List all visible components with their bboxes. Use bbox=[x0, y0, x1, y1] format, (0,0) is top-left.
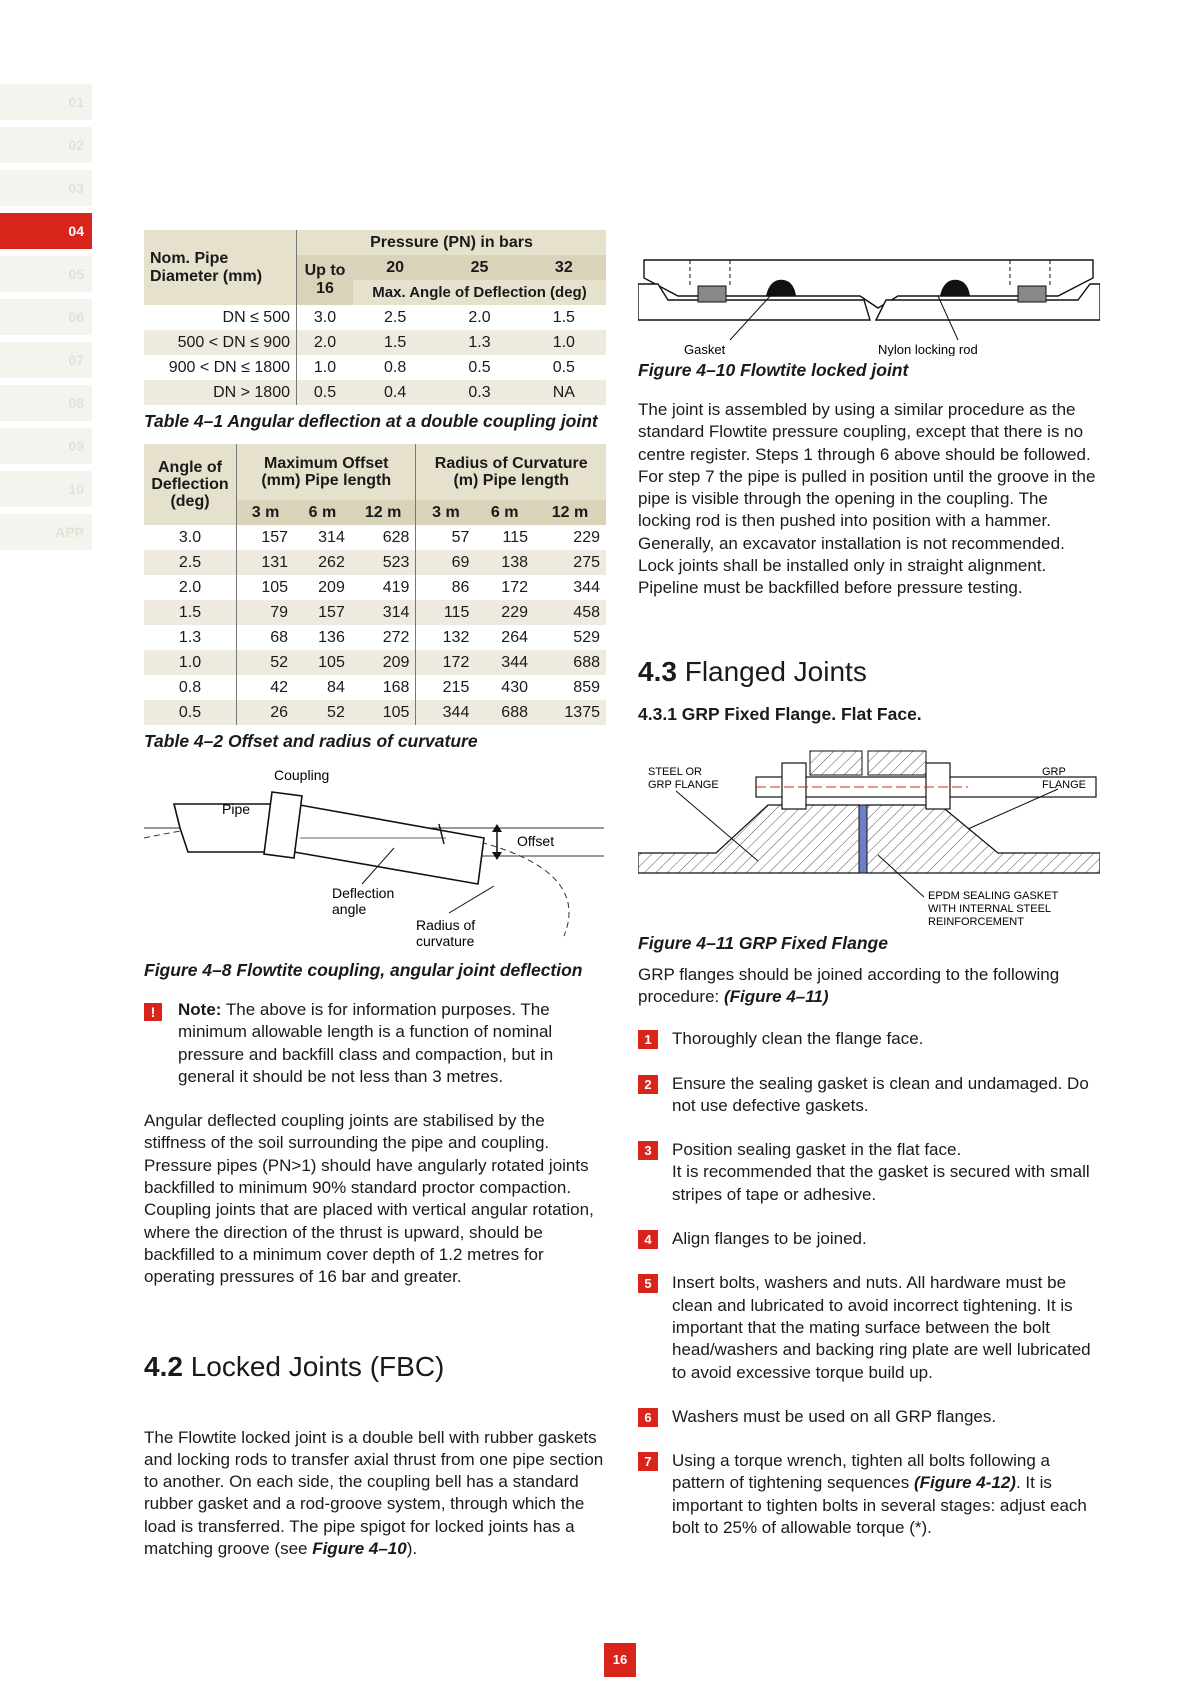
label-offset: Offset bbox=[517, 833, 555, 849]
step-number: 4 bbox=[638, 1230, 658, 1249]
value-cell: 529 bbox=[573, 628, 600, 646]
value-cell: 105 bbox=[318, 653, 345, 671]
value-cell: 1.5 bbox=[552, 308, 575, 326]
procedure-steps bbox=[638, 1028, 1100, 1539]
value-cell: 264 bbox=[501, 628, 528, 646]
value-cell: 52 bbox=[237, 650, 295, 675]
nut-left bbox=[782, 763, 806, 809]
table-row bbox=[144, 330, 606, 355]
value-cell: 2.5 bbox=[384, 308, 407, 326]
length-header: 12 m bbox=[351, 500, 416, 525]
label-radius: Radius of bbox=[416, 917, 476, 933]
section-title: Flanged Joints bbox=[676, 655, 867, 687]
step-5 bbox=[638, 1272, 1100, 1383]
paragraph-locked-joint bbox=[144, 1427, 606, 1561]
figure-coupling-deflection bbox=[144, 766, 606, 956]
table-row bbox=[144, 575, 606, 600]
value-cell: 0.8 bbox=[384, 358, 407, 376]
value-cell: 1.0 bbox=[552, 333, 575, 351]
note-text bbox=[178, 999, 606, 1088]
paragraph-text: ). bbox=[406, 1539, 418, 1559]
value-cell: 314 bbox=[382, 603, 410, 621]
step-number: 1 bbox=[638, 1030, 658, 1049]
section-number: 4.2 bbox=[144, 1350, 183, 1382]
label-grp-flange: FLANGE bbox=[1042, 778, 1087, 791]
value-cell: 157 bbox=[318, 603, 345, 621]
angle-cell: 1.0 bbox=[178, 653, 202, 671]
angle-cell: 0.8 bbox=[178, 678, 202, 696]
value-cell: 430 bbox=[501, 678, 528, 696]
step-text: Thoroughly clean the flange face. bbox=[672, 1029, 924, 1049]
value-cell: 57 bbox=[416, 525, 475, 550]
table-row bbox=[144, 380, 606, 405]
value-cell: 0.4 bbox=[384, 383, 407, 401]
paragraph-text: The Flowtite locked joint is a double bell with rubber gaskets and locking rods to transfer axial thrust from one pipe section to another. On each side, the coupling bell has a standard rubber gasket and a rod-groove system, through which the load is transferred. The pipe spigot for locked joints has a matching groove (see bbox=[144, 1427, 604, 1559]
value-cell: 0.3 bbox=[468, 383, 491, 401]
chapter-tab[interactable]: 07 bbox=[0, 342, 92, 378]
angle-cell: 0.5 bbox=[178, 703, 202, 721]
length-header: 12 m bbox=[534, 500, 606, 525]
angle-cell: 1.3 bbox=[178, 628, 202, 646]
step-7 bbox=[638, 1450, 1100, 1539]
note-body: The above is for information purposes. The minimum allowable length is a function of nominal pressure and backfill class and compaction, but in general it should be not less than 3 metres. bbox=[178, 1000, 554, 1086]
dn-cell: DN ≤ 500 bbox=[222, 308, 290, 326]
fig48-caption: Figure 4–8 Flowtite coupling, angular joint deflection bbox=[144, 960, 583, 980]
dn-cell: 500 < DN ≤ 900 bbox=[177, 333, 290, 351]
table-angular-deflection bbox=[144, 230, 606, 405]
step-number: 7 bbox=[638, 1452, 658, 1471]
value-cell: 69 bbox=[416, 550, 475, 575]
nut-right bbox=[926, 763, 950, 809]
dn-cell: 900 < DN ≤ 1800 bbox=[168, 358, 290, 376]
table-row bbox=[144, 600, 606, 625]
figure-ref[interactable]: Figure 4–10 bbox=[312, 1539, 407, 1559]
value-cell: 168 bbox=[382, 678, 410, 696]
fig411-caption: Figure 4–11 GRP Fixed Flange bbox=[638, 932, 888, 953]
table-row bbox=[144, 355, 606, 380]
value-cell: 523 bbox=[382, 553, 410, 571]
value-cell: 314 bbox=[318, 528, 345, 546]
leader-line bbox=[449, 886, 494, 913]
paragraph-flange-procedure bbox=[638, 964, 1100, 1009]
value-cell: 688 bbox=[573, 653, 600, 671]
value-cell: 115 bbox=[502, 528, 528, 546]
length-header: 3 m bbox=[416, 500, 475, 525]
step-text: Ensure the sealing gasket is clean and undamaged. Do not use defective gaskets. bbox=[672, 1073, 1089, 1115]
value-cell: 272 bbox=[382, 628, 410, 646]
step-text: Using a torque wrench, tighten all bolts following a pattern of tightening sequences bbox=[672, 1451, 1050, 1493]
step-text: . It is important to tighten bolts in several stages: adjust each bolt to 25% of allowable torque (*). bbox=[672, 1473, 1087, 1538]
step-2 bbox=[638, 1073, 1100, 1118]
value-cell: NA bbox=[552, 383, 575, 401]
value-cell: 131 bbox=[237, 550, 295, 575]
chapter-tab[interactable]: 02 bbox=[0, 127, 92, 163]
table-row bbox=[144, 525, 606, 550]
value-cell: 229 bbox=[573, 528, 600, 546]
value-cell: 105 bbox=[237, 575, 295, 600]
step-text: Insert bolts, washers and nuts. All hardware must be clean and lubricated to avoid incorrect tightening. It is important that the mating surface between the bolt head/washers and backing ring plate are well lubricated to avoid excessive torque build up. bbox=[672, 1273, 1091, 1382]
value-cell: 0.5 bbox=[297, 380, 354, 405]
step-number: 5 bbox=[638, 1274, 658, 1293]
value-cell: 344 bbox=[416, 700, 475, 725]
section-4-3-title bbox=[638, 656, 1100, 688]
step-4 bbox=[638, 1228, 1100, 1250]
value-cell: 3.0 bbox=[297, 305, 354, 330]
label-curvature: curvature bbox=[416, 933, 475, 949]
chapter-tab[interactable]: 01 bbox=[0, 84, 92, 120]
table2-caption: Table 4–2 Offset and radius of curvature bbox=[144, 731, 478, 751]
step-number: 2 bbox=[638, 1075, 658, 1094]
step-text: Position sealing gasket in the flat face. bbox=[672, 1140, 962, 1160]
value-cell: 458 bbox=[573, 603, 600, 621]
value-cell: 42 bbox=[237, 675, 295, 700]
backing-plate-right bbox=[868, 751, 926, 775]
step-text: Washers must be used on all GRP flanges. bbox=[672, 1406, 997, 1426]
value-cell: 859 bbox=[573, 678, 600, 696]
chapter-tab-active[interactable]: 04 bbox=[0, 213, 92, 249]
note-block bbox=[144, 999, 606, 1088]
step-6 bbox=[638, 1406, 1100, 1428]
value-cell: 262 bbox=[318, 553, 345, 571]
value-cell: 688 bbox=[501, 703, 528, 721]
chapter-tab[interactable]: 10 bbox=[0, 471, 92, 507]
label-angle: angle bbox=[332, 901, 367, 917]
value-cell: 105 bbox=[382, 703, 410, 721]
section-title: Locked Joints (FBC) bbox=[182, 1350, 445, 1382]
table-row bbox=[144, 675, 606, 700]
angle-cell: 2.5 bbox=[178, 553, 202, 571]
value-cell: 0.5 bbox=[552, 358, 575, 376]
offset-header: Maximum Offset (mm) Pipe length bbox=[237, 444, 416, 500]
chapter-tab[interactable]: 08 bbox=[0, 385, 92, 421]
label-gasket: Gasket bbox=[684, 342, 726, 356]
table2-body bbox=[144, 525, 606, 725]
dn-cell: DN > 1800 bbox=[213, 383, 290, 401]
label-grp-flange: GRP bbox=[1042, 765, 1066, 778]
figure-locked-joint bbox=[638, 256, 1100, 356]
pn-header: 20 bbox=[353, 255, 437, 280]
value-cell: 26 bbox=[237, 700, 295, 725]
section-number: 4.3 bbox=[638, 655, 677, 687]
value-cell: 2.0 bbox=[297, 330, 354, 355]
label-epdm: REINFORCEMENT bbox=[928, 915, 1024, 928]
length-header: 6 m bbox=[475, 500, 534, 525]
value-cell: 138 bbox=[501, 553, 528, 571]
chapter-tab[interactable]: 03 bbox=[0, 170, 92, 206]
pipe-right bbox=[294, 804, 484, 884]
table-offset-radius bbox=[144, 444, 606, 725]
step-number: 6 bbox=[638, 1408, 658, 1427]
value-cell: 157 bbox=[237, 525, 295, 550]
value-cell: 84 bbox=[327, 678, 345, 696]
gasket-right bbox=[1018, 286, 1046, 302]
value-cell: 136 bbox=[318, 628, 345, 646]
angle-header: Angle of Deflection (deg) bbox=[144, 444, 237, 525]
table-row bbox=[144, 625, 606, 650]
value-cell: 0.5 bbox=[468, 358, 491, 376]
value-cell: 1.5 bbox=[384, 333, 407, 351]
step-text: It is recommended that the gasket is secured with small stripes of tape or adhesive. bbox=[672, 1162, 1090, 1204]
chapter-tab[interactable]: 06 bbox=[0, 299, 92, 335]
pn-header: 32 bbox=[522, 255, 606, 280]
table1-caption: Table 4–1 Angular deflection at a double coupling joint bbox=[144, 411, 598, 431]
left-column bbox=[144, 230, 606, 1560]
value-cell: 1.0 bbox=[297, 355, 354, 380]
value-cell: 419 bbox=[382, 578, 410, 596]
table-row bbox=[144, 305, 606, 330]
pressure-header: Pressure (PN) in bars bbox=[297, 230, 607, 255]
pn-up-to-header: Up to 16 bbox=[297, 255, 354, 305]
value-cell: 115 bbox=[416, 600, 475, 625]
value-cell: 215 bbox=[416, 675, 475, 700]
value-cell: 209 bbox=[318, 578, 345, 596]
value-cell: 275 bbox=[573, 553, 600, 571]
fig410-caption: Figure 4–10 Flowtite locked joint bbox=[638, 360, 909, 380]
figure-grp-flange bbox=[638, 743, 1100, 933]
page-number: 16 bbox=[604, 1643, 636, 1677]
value-cell: 172 bbox=[416, 650, 475, 675]
flange-right bbox=[866, 805, 1100, 873]
value-cell: 1.3 bbox=[468, 333, 491, 351]
flange-left bbox=[638, 805, 860, 873]
value-cell: 628 bbox=[382, 528, 410, 546]
subsection-4-3-1: 4.3.1 GRP Fixed Flange. Flat Face. bbox=[638, 703, 922, 724]
value-cell: 52 bbox=[327, 703, 345, 721]
value-cell: 1375 bbox=[564, 703, 600, 721]
value-cell: 344 bbox=[573, 578, 600, 596]
label-deflection: Deflection bbox=[332, 885, 395, 901]
table-row bbox=[144, 650, 606, 675]
label-epdm: EPDM SEALING GASKET bbox=[928, 889, 1059, 902]
label-pipe: Pipe bbox=[222, 801, 251, 817]
length-header: 6 m bbox=[294, 500, 351, 525]
step-3 bbox=[638, 1139, 1100, 1206]
angle-cell: 3.0 bbox=[178, 528, 202, 546]
angle-cell: 2.0 bbox=[178, 578, 202, 596]
length-header: 3 m bbox=[237, 500, 295, 525]
value-cell: 79 bbox=[237, 600, 295, 625]
value-cell: 344 bbox=[501, 653, 528, 671]
right-column bbox=[638, 256, 1100, 1539]
sealing-gasket bbox=[859, 805, 867, 873]
nom-pipe-header: Nom. Pipe Diameter (mm) bbox=[144, 230, 297, 305]
value-cell: 209 bbox=[382, 653, 410, 671]
chapter-tab[interactable]: 09 bbox=[0, 428, 92, 464]
section-4-2-title bbox=[144, 1351, 606, 1383]
paragraph-text: GRP flanges should be joined according to the following procedure: bbox=[638, 964, 1060, 1006]
step-text: Align flanges to be joined. bbox=[672, 1229, 867, 1249]
table-row bbox=[144, 700, 606, 725]
deflection-header: Max. Angle of Deflection (deg) bbox=[353, 280, 606, 305]
label-steel-flange: STEEL OR bbox=[648, 765, 702, 778]
table-row bbox=[144, 550, 606, 575]
step-number: 3 bbox=[638, 1141, 658, 1160]
paragraph-locked-assembly: The joint is assembled by using a similar procedure as the standard Flowtite pressure coupling, except that there is no centre register. Steps 1 through 6 above should be followed. For step 7 the pipe is pulled in position until the groove in the pipe is visible through the opening in the coupling. The locking rod is then pushed into position with a hammer. Generally, an excavator installation is not recommended. Lock joints shall be installed only in straight alignment. Pipeline must be backfilled before pressure testing. bbox=[638, 400, 1096, 598]
figure-ref[interactable]: (Figure 4–11) bbox=[724, 986, 829, 1006]
value-cell: 172 bbox=[501, 578, 528, 596]
value-cell: 132 bbox=[416, 625, 475, 650]
value-cell: 86 bbox=[416, 575, 475, 600]
note-label: Note: bbox=[178, 1000, 222, 1019]
value-cell: 2.0 bbox=[468, 308, 491, 326]
label-locking-rod: Nylon locking rod bbox=[878, 342, 978, 356]
pn-header: 25 bbox=[437, 255, 521, 280]
paragraph-angular: Angular deflected coupling joints are stabilised by the stiffness of the soil surrounding the pipe and coupling. Pressure pipes (PN>1) should have angularly rotated joints backfilled to minimum 90% standard proctor compaction. Coupling joints that are placed with vertical angular rotation, where the direction of the thrust is upward, should be backfilled to a minimum cover depth of 1.2 metres for operating pressures of 16 bar and greater. bbox=[144, 1111, 594, 1287]
chapter-tab[interactable]: APP bbox=[0, 514, 92, 550]
label-steel-flange: GRP FLANGE bbox=[648, 778, 719, 791]
chapter-tab[interactable]: 05 bbox=[0, 256, 92, 292]
label-epdm: WITH INTERNAL STEEL bbox=[928, 902, 1052, 915]
step-1 bbox=[638, 1028, 1100, 1050]
value-cell: 68 bbox=[237, 625, 295, 650]
figure-ref[interactable]: (Figure 4-12) bbox=[913, 1473, 1016, 1493]
angle-cell: 1.5 bbox=[178, 603, 202, 621]
chapter-tabs bbox=[0, 84, 92, 557]
warning-icon: ! bbox=[144, 1003, 162, 1021]
gasket-left bbox=[698, 286, 726, 302]
label-coupling: Coupling bbox=[274, 767, 330, 783]
radius-header: Radius of Curvature (m) Pipe length bbox=[416, 444, 606, 500]
value-cell: 229 bbox=[501, 603, 528, 621]
backing-plate-left bbox=[810, 751, 862, 775]
